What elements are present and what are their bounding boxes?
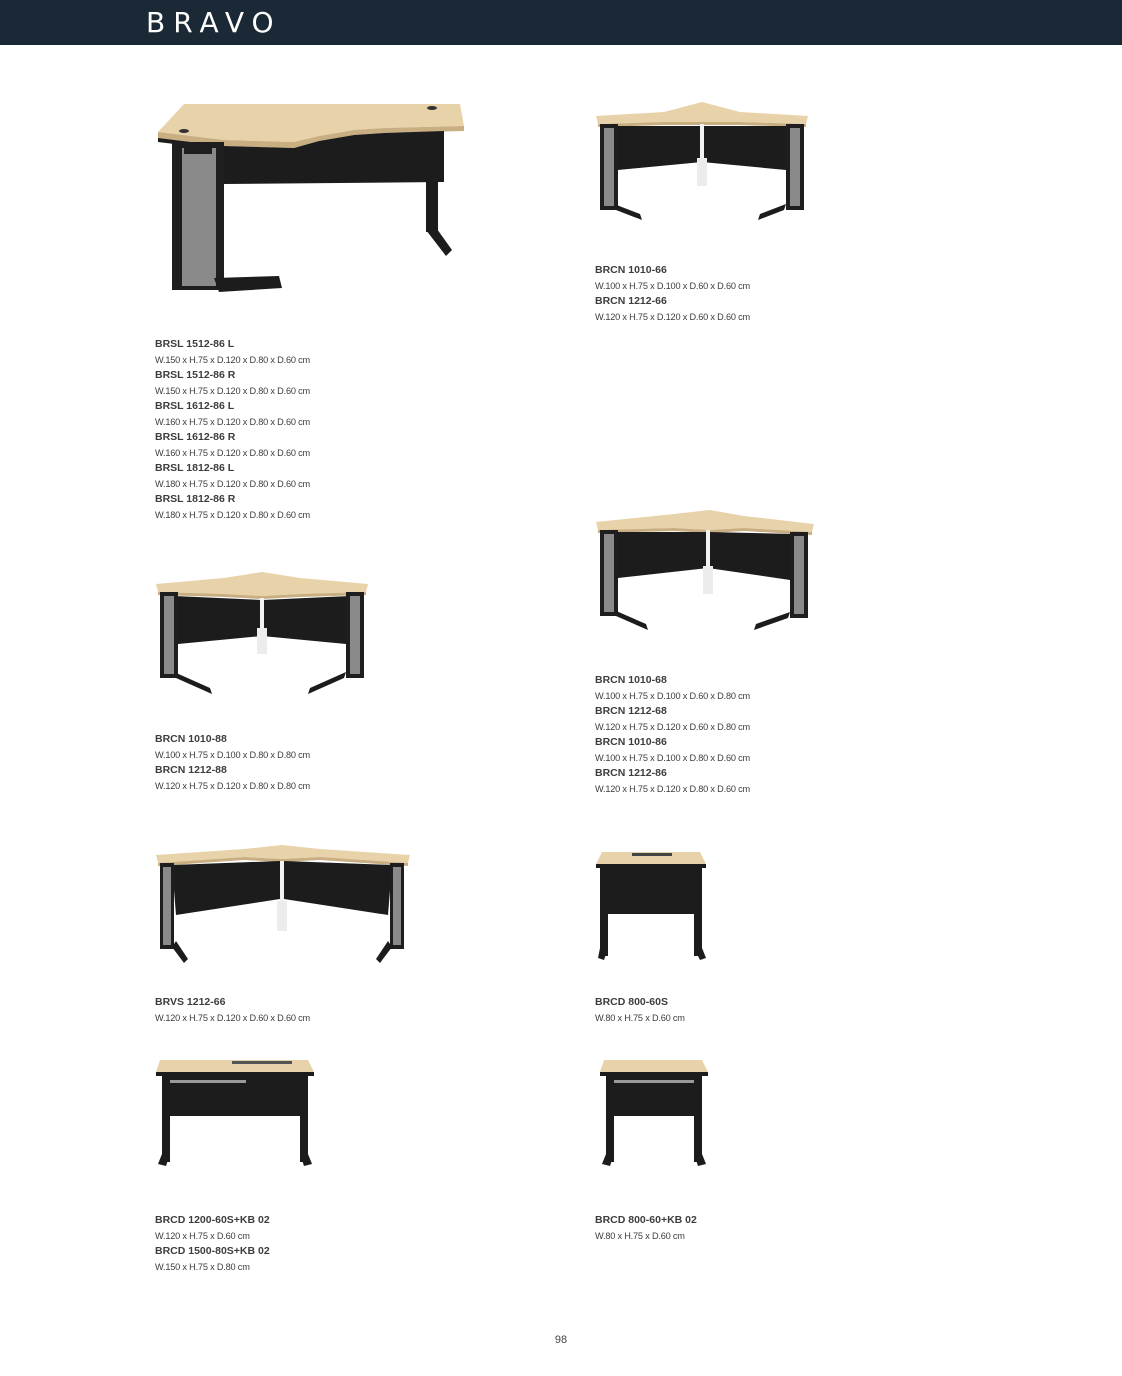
product-code: BRSL 1812-86 R [155, 493, 236, 505]
specs-brsl [155, 337, 515, 523]
product-dimensions: W.160 x H.75 x D.120 x D.80 x D.60 cm [155, 417, 310, 427]
product-code: BRCD 1500-80S+KB 02 [155, 1245, 270, 1257]
product-code: BRSL 1612-86 R [155, 431, 236, 443]
product-dimensions: W.80 x H.75 x D.60 cm [595, 1013, 685, 1023]
header-bar [0, 0, 1122, 45]
specs-brcn-66 [595, 263, 955, 325]
product-dimensions: W.180 x H.75 x D.120 x D.80 x D.60 cm [155, 479, 310, 489]
product-code: BRVS 1212-66 [155, 996, 226, 1008]
product-code: BRCN 1010-86 [595, 736, 667, 748]
specs-brcn-88 [155, 732, 515, 794]
product-dimensions: W.120 x H.75 x D.60 cm [155, 1231, 250, 1241]
product-image-brvs [154, 843, 412, 965]
product-code: BRSL 1612-86 L [155, 400, 235, 412]
specs-brcd-800 [595, 995, 955, 1026]
product-image-brcd-1200-kb [154, 1058, 316, 1168]
product-dimensions: W.120 x H.75 x D.120 x D.80 x D.80 cm [155, 781, 310, 791]
product-code: BRCN 1010-88 [155, 733, 227, 745]
product-dimensions: W.100 x H.75 x D.100 x D.80 x D.60 cm [595, 753, 750, 763]
product-dimensions: W.120 x H.75 x D.120 x D.60 x D.60 cm [155, 1013, 310, 1023]
product-code: BRCD 1200-60S+KB 02 [155, 1214, 270, 1226]
product-image-brcn-68 [594, 508, 816, 633]
product-code: BRCD 800-60S [595, 996, 668, 1008]
product-code: BRCN 1010-66 [595, 264, 667, 276]
product-dimensions: W.80 x H.75 x D.60 cm [595, 1231, 685, 1241]
page-number: 98 [554, 1334, 568, 1346]
product-dimensions: W.180 x H.75 x D.120 x D.80 x D.60 cm [155, 510, 310, 520]
product-dimensions: W.150 x H.75 x D.120 x D.80 x D.60 cm [155, 386, 310, 396]
product-dimensions: W.160 x H.75 x D.120 x D.80 x D.60 cm [155, 448, 310, 458]
specs-brcd-800-kb [595, 1213, 955, 1244]
product-dimensions: W.100 x H.75 x D.100 x D.60 x D.80 cm [595, 691, 750, 701]
product-code: BRCN 1212-86 [595, 767, 667, 779]
product-code: BRSL 1512-86 L [155, 338, 235, 350]
product-dimensions: W.100 x H.75 x D.100 x D.80 x D.80 cm [155, 750, 310, 760]
product-image-brcd-800 [594, 850, 708, 962]
product-code: BRCN 1212-66 [595, 295, 667, 307]
product-dimensions: W.120 x H.75 x D.120 x D.60 x D.60 cm [595, 312, 750, 322]
product-code: BRCN 1212-88 [155, 764, 227, 776]
product-code: BRCD 800-60+KB 02 [595, 1214, 697, 1226]
product-code: BRCN 1212-68 [595, 705, 667, 717]
product-dimensions: W.150 x H.75 x D.80 cm [155, 1262, 250, 1272]
product-code: BRCN 1010-68 [595, 674, 667, 686]
product-image-brcn-66 [594, 100, 810, 225]
product-image-brsl [154, 100, 466, 295]
product-dimensions: W.100 x H.75 x D.100 x D.60 x D.60 cm [595, 281, 750, 291]
specs-brvs [155, 995, 515, 1026]
specs-brcd-1200-kb [155, 1213, 515, 1275]
product-code: BRSL 1812-86 L [155, 462, 235, 474]
product-code: BRSL 1512-86 R [155, 369, 236, 381]
product-dimensions: W.120 x H.75 x D.120 x D.80 x D.60 cm [595, 784, 750, 794]
product-image-brcd-800-kb [598, 1058, 710, 1168]
specs-brcn-68 [595, 673, 955, 797]
brand-logo: BRAVO [146, 6, 282, 39]
product-dimensions: W.150 x H.75 x D.120 x D.80 x D.60 cm [155, 355, 310, 365]
product-image-brcn-88 [154, 570, 370, 695]
product-dimensions: W.120 x H.75 x D.120 x D.60 x D.80 cm [595, 722, 750, 732]
